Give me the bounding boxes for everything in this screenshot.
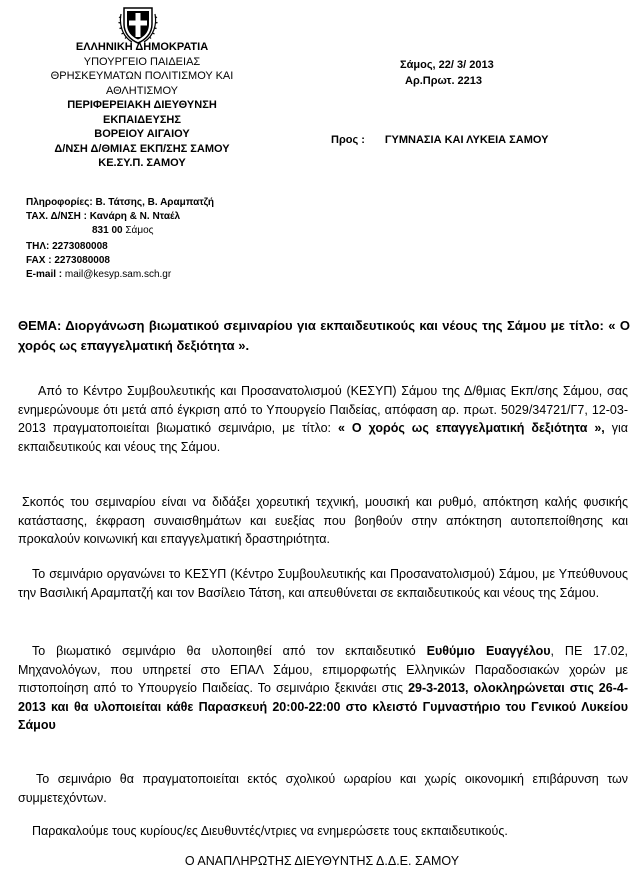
header-line-regional-2: ΕΚΠΑΙΔΕΥΣΗΣ [103,113,181,126]
contact-address-line: ΤΑΧ. Δ/ΝΣΗ : Κανάρη & Ν. Νταέλ [26,211,181,222]
header-line-republic: ΕΛΛΗΝΙΚΗ ΔΗΜΟΚΡΑΤΙΑ [75,41,209,53]
header-line-regional-3: ΒΟΡΕΙΟΥ ΑΙΓΑΙΟΥ [94,128,190,140]
contact-email-line: E-mail : mail@kesyp.sam.sch.gr [26,269,172,280]
issuer-header [28,40,256,171]
body-paragraph-4: Το βιωματικό σεμινάριο θα υλοποιηθεί από τον εκπαιδευτικό Ευθύμιο Ευαγγέλου, ΠΕ 17.02, Μηχανολόγων, που υπηρετεί στο ΕΠΑΛ Σάμου, επιμορφωτής Ελληνικών Παραδοσιακών χορών με πιστοποίηση από το Υπουργείο Παιδείας. Το σεμινάριο ξεκινάει στις 29-3-2013, ολοκληρώνεται στις 26-4-2013 και θα υλοποιείται κάθε Παρασκευή 20:00-22:00 στο κλειστό Γυμναστήριο του Γενικού Λυκείου Σάμου [18,644,628,733]
header-line-directorate: Δ/ΝΣΗ Δ/ΘΜΙΑΣ ΕΚΠ/ΣΗΣ ΣΑΜΟΥ [54,142,230,155]
body-paragraph-2: Σκοπός του σεμιναρίου είναι να διδάξει χορευτική τεχνική, μουσική και ρυθμό, απόκτηση καλής φυσικής κατάστασης, έκφραση συναισθημάτων και ευεξίας που βοηθούν στην απόκτηση αυτοπεποίθησης και προκαλούν κοινωνική και επαγγελματική δραστηριότητα. [18,495,628,547]
signature-line: Ο ΑΝΑΠΛΗΡΩΤΗΣ ΔΙΕΥΘΥΝΤΗΣ Δ.Δ.Ε. ΣΑΜΟΥ [184,854,460,868]
contact-info-line: Πληροφορίες: Β. Τάτσης, Β. Αραμπατζή [26,197,214,208]
header-line-ministry: ΥΠΟΥΡΓΕΙΟ ΠΑΙΔΕΙΑΣ [83,55,201,68]
header-line-ministry-3: ΑΘΛΗΤΙΣΜΟΥ [105,84,179,97]
header-line-kesyp: ΚΕ.ΣΥ.Π. ΣΑΜΟΥ [98,157,186,169]
recipient-line: Προς : ΓΥΜΝΑΣΙΑ ΚΑΙ ΛΥΚΕΙΑ ΣΑΜΟΥ [331,134,549,146]
greek-coat-of-arms-icon [118,4,158,44]
header-line-regional: ΠΕΡΙΦΕΡΕΙΑΚΗ ΔΙΕΥΘΥΝΣΗ [67,99,217,111]
document-date: Σάμος, 22/ 3/ 2013 [400,59,494,71]
contact-fax-line: FAX : 2273080008 [26,255,110,266]
body-paragraph-1: Από το Κέντρο Συμβουλευτικής και Προσανατολισμού (ΚΕΣΥΠ) Σάμου της Δ/θμιας Εκπ/σης Σάμου, σας ενημερώνουμε ότι μετά από έγκριση από το Υπουργείο Παιδείας, απόφαση αρ. πρωτ. 5029/34721/Γ7, 12-03-2013 πραγματοποιείται βιωματικό σεμινάριο, με τίτλο: « Ο χορός ως επαγγελματική δεξιότητα », για εκπαιδευτικούς και νέους της Σάμου. [18,384,628,454]
protocol-number: Αρ.Πρωτ. 2213 [405,75,483,87]
subject-line: ΘΕΜΑ: Διοργάνωση βιωματικού σεμιναρίου για εκπαιδευτικούς και νέους της Σάμου με τίτλο: « Ο χορός ως επαγγελματική δεξιότητα ». [18,318,630,353]
body-paragraph-6: Παρακαλούμε τους κυρίους/ες Διευθυντές/ντριες να ενημερώσετε τους εκπαιδευτικούς. [32,824,508,838]
body-paragraph-5: Το σεμινάριο θα πραγματοποιείται εκτός σχολικού ωραρίου και χωρίς οικονομική επιβάρυνση των συμμετεχόντων. [18,772,628,805]
contact-phone-line: ΤΗΛ: 2273080008 [26,241,108,252]
contact-postcode-line: 831 00 Σάμος [92,225,154,236]
header-line-ministry-2: ΘΡΗΣΚΕΥΜΑΤΩΝ ΠΟΛΙΤΙΣΜΟΥ ΚΑΙ [50,70,234,82]
body-paragraph-3: Το σεμινάριο οργανώνει το ΚΕΣΥΠ (Κέντρο Συμβουλευτικής και Προσανατολισμού) Σάμου, με Υπεύθυνους την Βασιλική Αραμπατζή και τον Βασίλειο Τάτση, και απευθύνεται σε εκπαιδευτικούς και νέους της Σάμου. [18,567,628,600]
